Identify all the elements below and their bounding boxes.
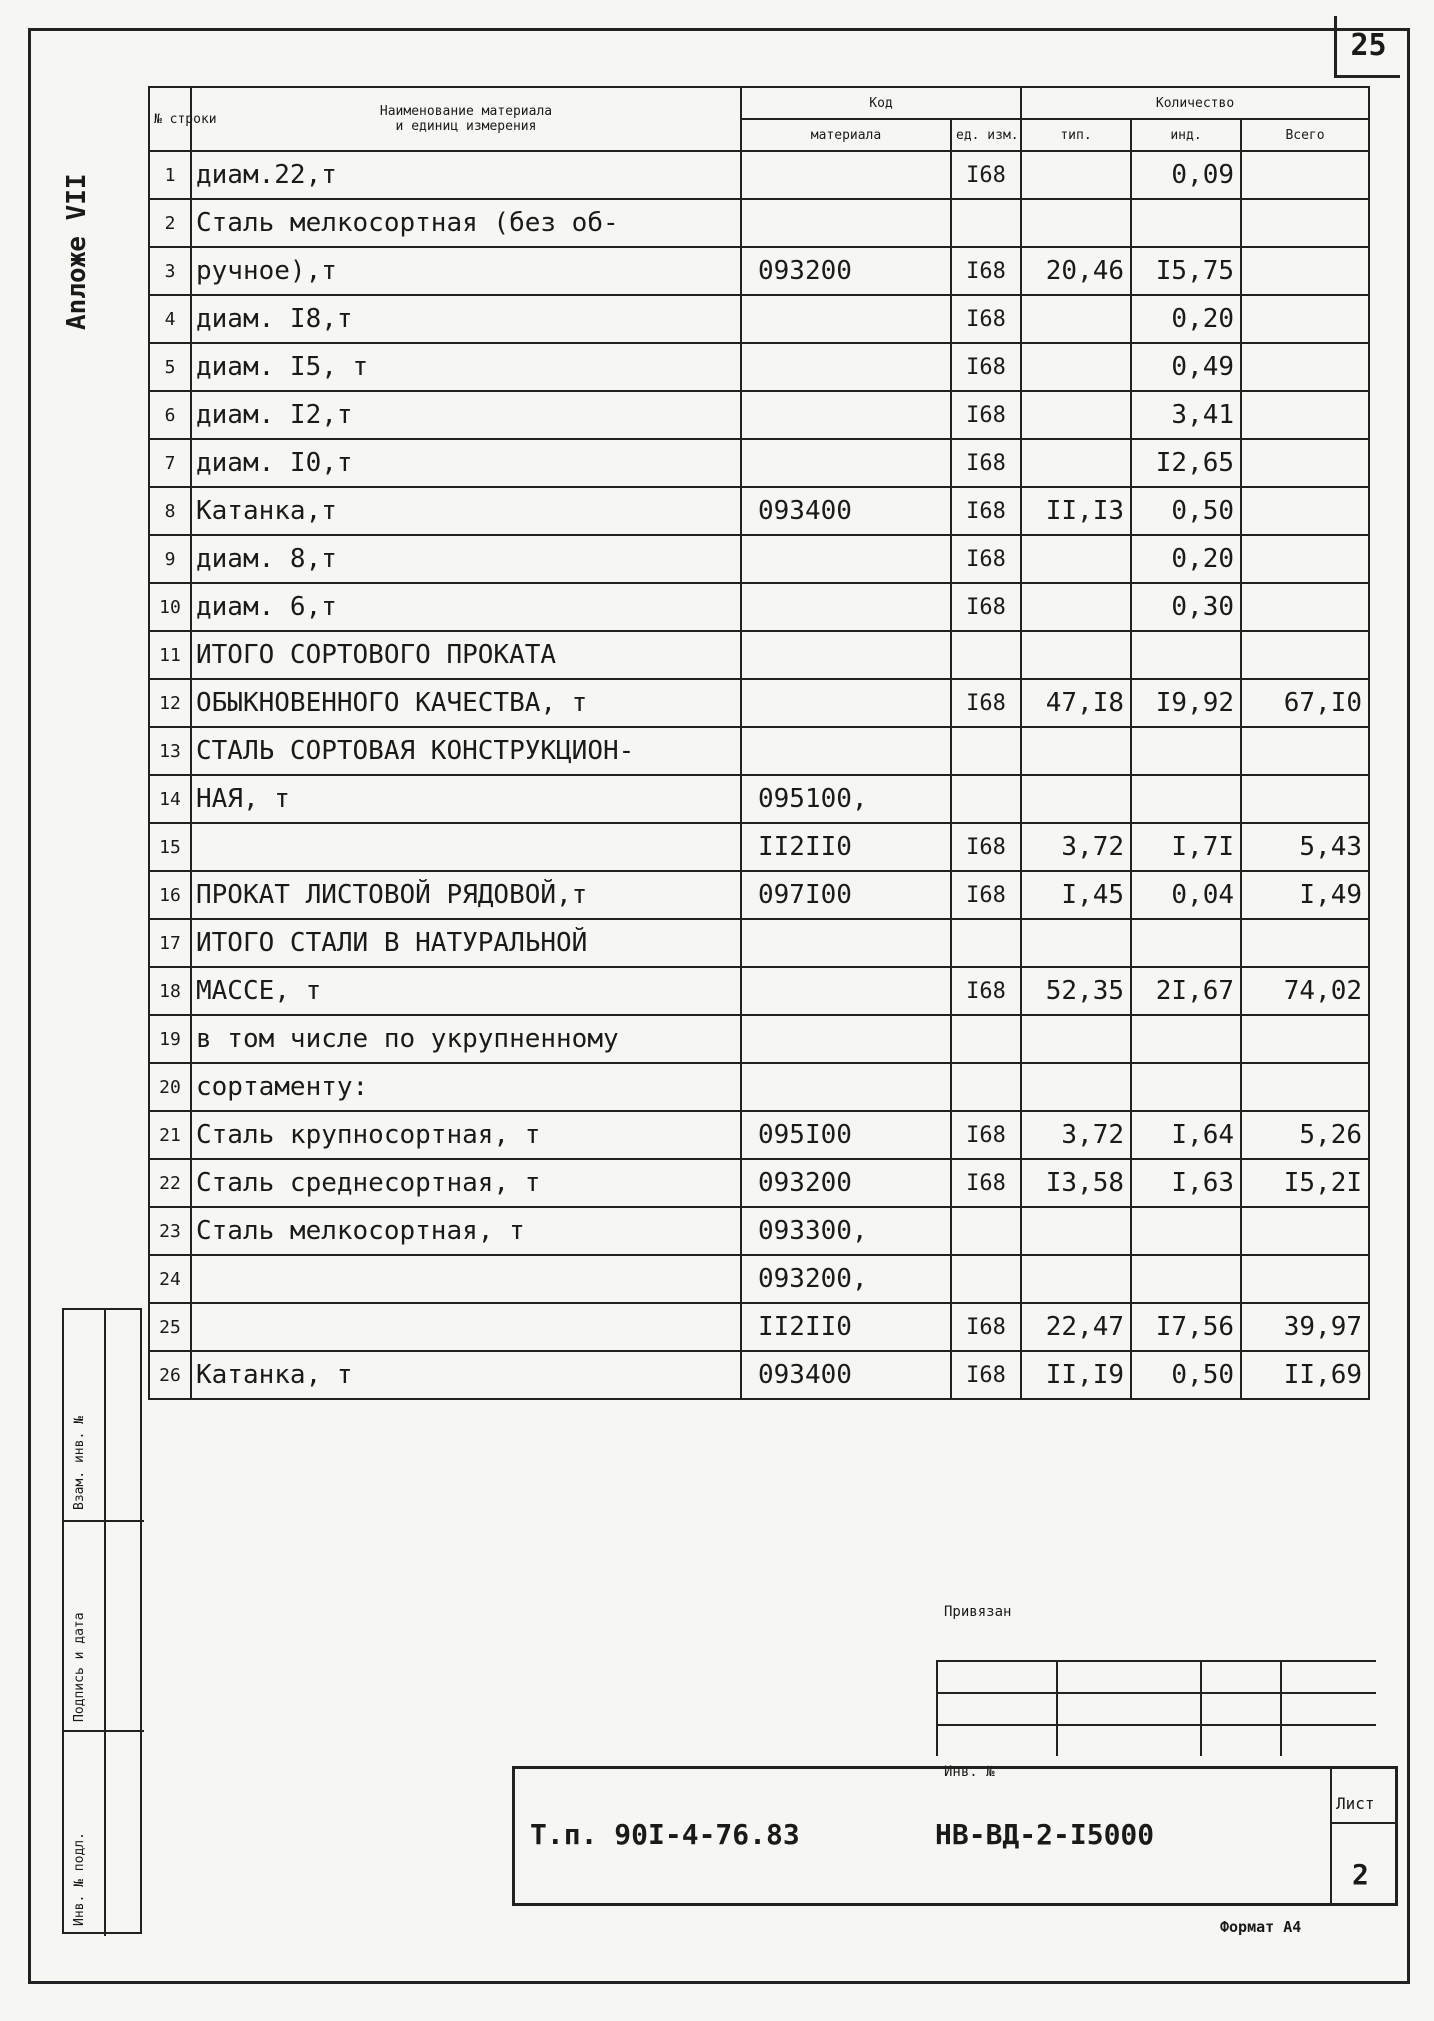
header-code-material: материала xyxy=(741,119,951,151)
unit-code xyxy=(951,775,1021,823)
material-name: ИТОГО СТАЛИ В НАТУРАЛЬНОЙ xyxy=(191,919,741,967)
table-row xyxy=(149,439,1369,487)
material-name: МАССЕ, т xyxy=(191,967,741,1015)
qty-ind: 3,41 xyxy=(1131,391,1241,439)
table-row xyxy=(149,583,1369,631)
qty-total xyxy=(1241,775,1369,823)
table-row xyxy=(149,1255,1369,1303)
material-name: диам. I5, т xyxy=(191,343,741,391)
unit-code: I68 xyxy=(951,151,1021,199)
material-name: Катанка,т xyxy=(191,487,741,535)
material-name: диам. 8,т xyxy=(191,535,741,583)
qty-typ: 3,72 xyxy=(1021,1111,1131,1159)
material-code: 093400 xyxy=(741,1351,951,1399)
material-code xyxy=(741,391,951,439)
qty-typ xyxy=(1021,1063,1131,1111)
material-code xyxy=(741,1015,951,1063)
row-number: 22 xyxy=(149,1159,191,1207)
qty-typ xyxy=(1021,919,1131,967)
qty-total xyxy=(1241,343,1369,391)
qty-ind: I,64 xyxy=(1131,1111,1241,1159)
header-qty-group: Количество xyxy=(1021,87,1369,119)
material-code xyxy=(741,631,951,679)
table-row xyxy=(149,391,1369,439)
material-code xyxy=(741,199,951,247)
row-number: 17 xyxy=(149,919,191,967)
material-code xyxy=(741,295,951,343)
qty-ind xyxy=(1131,919,1241,967)
material-name: Катанка, т xyxy=(191,1351,741,1399)
qty-total xyxy=(1241,1207,1369,1255)
qty-total: 39,97 xyxy=(1241,1303,1369,1351)
material-code: 093300, xyxy=(741,1207,951,1255)
material-name: в том числе по укрупненному xyxy=(191,1015,741,1063)
table-row xyxy=(149,631,1369,679)
material-name: Сталь крупносортная, т xyxy=(191,1111,741,1159)
qty-typ xyxy=(1021,1255,1131,1303)
material-name: ПРОКАТ ЛИСТОВОЙ РЯДОВОЙ,т xyxy=(191,871,741,919)
qty-total xyxy=(1241,487,1369,535)
material-code xyxy=(741,919,951,967)
unit-code: I68 xyxy=(951,535,1021,583)
row-number: 25 xyxy=(149,1303,191,1351)
material-name xyxy=(191,1303,741,1351)
table-row xyxy=(149,1351,1369,1399)
qty-total xyxy=(1241,583,1369,631)
qty-typ: II,I9 xyxy=(1021,1351,1131,1399)
row-number: 12 xyxy=(149,679,191,727)
qty-typ xyxy=(1021,775,1131,823)
unit-code: I68 xyxy=(951,1111,1021,1159)
header-qty-typ: тип. xyxy=(1021,119,1131,151)
table-row xyxy=(149,775,1369,823)
material-name xyxy=(191,823,741,871)
unit-code: I68 xyxy=(951,1159,1021,1207)
unit-code: I68 xyxy=(951,439,1021,487)
unit-code: I68 xyxy=(951,871,1021,919)
qty-total xyxy=(1241,919,1369,967)
qty-ind: 0,04 xyxy=(1131,871,1241,919)
material-code: II2II0 xyxy=(741,1303,951,1351)
row-number: 4 xyxy=(149,295,191,343)
table-row xyxy=(149,1159,1369,1207)
table-row xyxy=(149,967,1369,1015)
qty-total xyxy=(1241,1015,1369,1063)
row-number: 7 xyxy=(149,439,191,487)
header-row-no: № строки xyxy=(149,87,191,151)
material-name: Сталь мелкосортная (без об- xyxy=(191,199,741,247)
qty-ind: 0,30 xyxy=(1131,583,1241,631)
qty-total: II,69 xyxy=(1241,1351,1369,1399)
unit-code: I68 xyxy=(951,487,1021,535)
qty-total xyxy=(1241,391,1369,439)
side-label-inv-orig: Инв. № подл. xyxy=(72,1832,87,1926)
qty-typ xyxy=(1021,391,1131,439)
qty-ind: 0,20 xyxy=(1131,295,1241,343)
qty-ind xyxy=(1131,727,1241,775)
row-number: 14 xyxy=(149,775,191,823)
qty-total: 5,43 xyxy=(1241,823,1369,871)
material-name xyxy=(191,1255,741,1303)
qty-typ xyxy=(1021,583,1131,631)
qty-total: I,49 xyxy=(1241,871,1369,919)
header-code-group: Код xyxy=(741,87,1021,119)
qty-ind xyxy=(1131,775,1241,823)
unit-code: I68 xyxy=(951,343,1021,391)
qty-ind: I7,56 xyxy=(1131,1303,1241,1351)
table-row xyxy=(149,1015,1369,1063)
material-code xyxy=(741,343,951,391)
qty-typ xyxy=(1021,343,1131,391)
row-number: 8 xyxy=(149,487,191,535)
material-code xyxy=(741,583,951,631)
material-code: 093200 xyxy=(741,1159,951,1207)
unit-code xyxy=(951,1063,1021,1111)
material-name: диам. 6,т xyxy=(191,583,741,631)
material-name: диам. I2,т xyxy=(191,391,741,439)
qty-total: 5,26 xyxy=(1241,1111,1369,1159)
unit-code: I68 xyxy=(951,295,1021,343)
side-label-swap-inv: Взам. инв. № xyxy=(72,1416,87,1510)
unit-code: I68 xyxy=(951,247,1021,295)
row-number: 11 xyxy=(149,631,191,679)
side-label-sign-date: Подпись и дата xyxy=(72,1612,87,1722)
side-stamp xyxy=(62,1308,142,1934)
material-code: II2II0 xyxy=(741,823,951,871)
attached-label: Привязан xyxy=(944,1604,1012,1620)
table-row xyxy=(149,727,1369,775)
row-number: 16 xyxy=(149,871,191,919)
table-body xyxy=(149,151,1369,1399)
unit-code xyxy=(951,727,1021,775)
inv-label: Инв. № xyxy=(944,1764,995,1780)
row-number: 1 xyxy=(149,151,191,199)
row-number: 21 xyxy=(149,1111,191,1159)
project-number: Т.п. 90I-4-76.83 xyxy=(530,1818,800,1851)
qty-total xyxy=(1241,151,1369,199)
unit-code: I68 xyxy=(951,391,1021,439)
material-code xyxy=(741,1063,951,1111)
table-row xyxy=(149,1303,1369,1351)
qty-total xyxy=(1241,439,1369,487)
qty-ind: I,7I xyxy=(1131,823,1241,871)
qty-total xyxy=(1241,727,1369,775)
table-row xyxy=(149,535,1369,583)
qty-typ xyxy=(1021,439,1131,487)
table-row xyxy=(149,343,1369,391)
unit-code: I68 xyxy=(951,1351,1021,1399)
qty-typ xyxy=(1021,1207,1131,1255)
unit-code: I68 xyxy=(951,679,1021,727)
table-row xyxy=(149,199,1369,247)
unit-code xyxy=(951,1255,1021,1303)
materials-table xyxy=(148,86,1370,1400)
qty-typ: 52,35 xyxy=(1021,967,1131,1015)
material-code xyxy=(741,535,951,583)
qty-ind xyxy=(1131,1207,1241,1255)
qty-total xyxy=(1241,631,1369,679)
qty-ind: 2I,67 xyxy=(1131,967,1241,1015)
format-label: Формат А4 xyxy=(1220,1918,1302,1936)
qty-typ: II,I3 xyxy=(1021,487,1131,535)
qty-typ xyxy=(1021,199,1131,247)
qty-total: 67,I0 xyxy=(1241,679,1369,727)
qty-total xyxy=(1241,295,1369,343)
qty-ind xyxy=(1131,1015,1241,1063)
qty-total xyxy=(1241,247,1369,295)
qty-typ xyxy=(1021,727,1131,775)
qty-ind xyxy=(1131,1063,1241,1111)
row-number: 24 xyxy=(149,1255,191,1303)
qty-ind: 0,20 xyxy=(1131,535,1241,583)
material-name: ОБЫКНОВЕННОГО КАЧЕСТВА, т xyxy=(191,679,741,727)
document-code: НВ-ВД-2-I5000 xyxy=(935,1818,1155,1851)
qty-typ: 47,I8 xyxy=(1021,679,1131,727)
material-code: 093400 xyxy=(741,487,951,535)
table-row xyxy=(149,247,1369,295)
qty-ind: I,63 xyxy=(1131,1159,1241,1207)
row-number: 13 xyxy=(149,727,191,775)
table-row xyxy=(149,151,1369,199)
qty-total xyxy=(1241,1063,1369,1111)
row-number: 2 xyxy=(149,199,191,247)
row-number: 19 xyxy=(149,1015,191,1063)
material-code: 095I00 xyxy=(741,1111,951,1159)
row-number: 9 xyxy=(149,535,191,583)
table-row xyxy=(149,1063,1369,1111)
sheet-label: Лист xyxy=(1336,1794,1375,1813)
qty-total xyxy=(1241,535,1369,583)
material-name: диам. I8,т xyxy=(191,295,741,343)
unit-code xyxy=(951,1015,1021,1063)
qty-typ: I,45 xyxy=(1021,871,1131,919)
header-code-unit: ед. изм. xyxy=(951,119,1021,151)
stamp-grid xyxy=(936,1660,1376,1756)
material-code: 093200 xyxy=(741,247,951,295)
unit-code xyxy=(951,1207,1021,1255)
qty-total: 74,02 xyxy=(1241,967,1369,1015)
material-name: сортаменту: xyxy=(191,1063,741,1111)
qty-ind: 0,50 xyxy=(1131,1351,1241,1399)
qty-typ xyxy=(1021,1015,1131,1063)
qty-typ: 22,47 xyxy=(1021,1303,1131,1351)
material-code: 093200, xyxy=(741,1255,951,1303)
qty-typ: 3,72 xyxy=(1021,823,1131,871)
qty-typ: 20,46 xyxy=(1021,247,1131,295)
qty-ind: 0,50 xyxy=(1131,487,1241,535)
row-number: 15 xyxy=(149,823,191,871)
page-number: 25 xyxy=(1334,16,1400,78)
sheet-value: 2 xyxy=(1352,1858,1369,1891)
table-row xyxy=(149,295,1369,343)
qty-typ xyxy=(1021,295,1131,343)
material-name: диам. I0,т xyxy=(191,439,741,487)
qty-total xyxy=(1241,199,1369,247)
row-number: 10 xyxy=(149,583,191,631)
row-number: 23 xyxy=(149,1207,191,1255)
qty-typ xyxy=(1021,631,1131,679)
table-row xyxy=(149,487,1369,535)
material-code: 095100, xyxy=(741,775,951,823)
qty-typ xyxy=(1021,535,1131,583)
qty-total: I5,2I xyxy=(1241,1159,1369,1207)
table-row xyxy=(149,823,1369,871)
qty-ind: 0,49 xyxy=(1131,343,1241,391)
unit-code: I68 xyxy=(951,823,1021,871)
unit-code: I68 xyxy=(951,583,1021,631)
appendix-label: Anлoжe VII xyxy=(62,173,92,330)
header-qty-ind: инд. xyxy=(1131,119,1241,151)
sheet-divider xyxy=(1330,1822,1398,1824)
material-code: 097I00 xyxy=(741,871,951,919)
material-name: Сталь среднесортная, т xyxy=(191,1159,741,1207)
unit-code xyxy=(951,919,1021,967)
material-name: СТАЛЬ СОРТОВАЯ КОНСТРУКЦИОН- xyxy=(191,727,741,775)
material-name: ИТОГО СОРТОВОГО ПРОКАТА xyxy=(191,631,741,679)
qty-ind xyxy=(1131,199,1241,247)
material-code xyxy=(741,151,951,199)
qty-typ xyxy=(1021,151,1131,199)
qty-ind xyxy=(1131,1255,1241,1303)
table-row xyxy=(149,919,1369,967)
material-name: Сталь мелкосортная, т xyxy=(191,1207,741,1255)
material-name: диам.22,т xyxy=(191,151,741,199)
material-code xyxy=(741,727,951,775)
qty-ind: I2,65 xyxy=(1131,439,1241,487)
unit-code: I68 xyxy=(951,1303,1021,1351)
material-name: ручное),т xyxy=(191,247,741,295)
material-code xyxy=(741,439,951,487)
material-code xyxy=(741,679,951,727)
header-name: Наименование материала и единиц измерения xyxy=(191,87,741,151)
row-number: 26 xyxy=(149,1351,191,1399)
qty-ind: I5,75 xyxy=(1131,247,1241,295)
row-number: 18 xyxy=(149,967,191,1015)
qty-ind: 0,09 xyxy=(1131,151,1241,199)
table-row xyxy=(149,1207,1369,1255)
row-number: 20 xyxy=(149,1063,191,1111)
qty-ind xyxy=(1131,631,1241,679)
unit-code xyxy=(951,631,1021,679)
table-row xyxy=(149,871,1369,919)
row-number: 6 xyxy=(149,391,191,439)
row-number: 3 xyxy=(149,247,191,295)
row-number: 5 xyxy=(149,343,191,391)
table-row xyxy=(149,1111,1369,1159)
qty-total xyxy=(1241,1255,1369,1303)
unit-code: I68 xyxy=(951,967,1021,1015)
qty-typ: I3,58 xyxy=(1021,1159,1131,1207)
header-qty-total: Всего xyxy=(1241,119,1369,151)
table-row xyxy=(149,679,1369,727)
material-name: НАЯ, т xyxy=(191,775,741,823)
material-code xyxy=(741,967,951,1015)
qty-ind: I9,92 xyxy=(1131,679,1241,727)
unit-code xyxy=(951,199,1021,247)
